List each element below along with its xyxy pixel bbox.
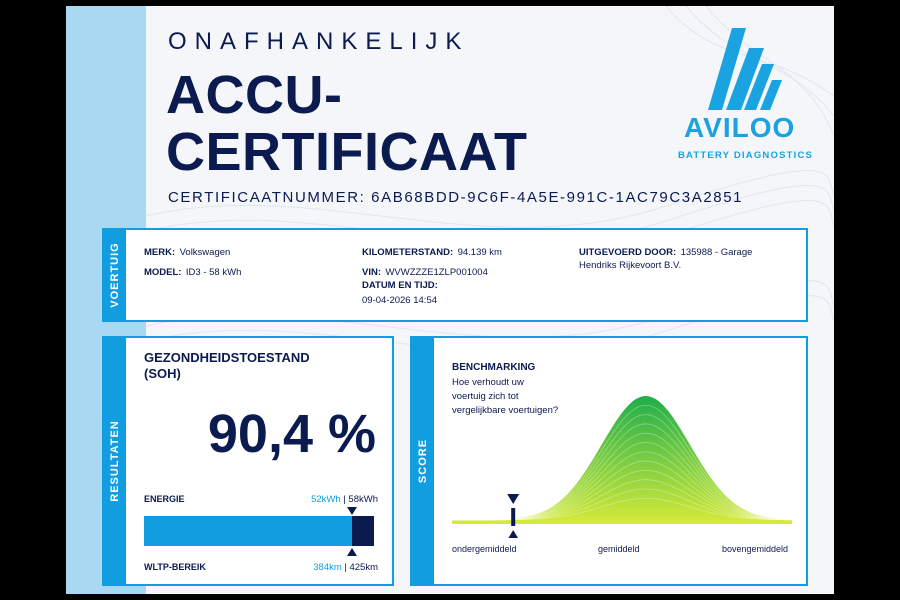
brand-label: MERK: (144, 247, 176, 258)
distribution-area (452, 396, 792, 524)
benchmark-heading: BENCHMARKING (452, 362, 536, 373)
logo-tagline: BATTERY DIAGNOSTICS (678, 150, 814, 161)
odometer-row (362, 242, 502, 260)
benchmark-question: Hoe verhoudt uw voertuig zich tot vergelijkbare voertuigen? (452, 377, 559, 416)
logo-name: AVILOO (684, 112, 796, 143)
score-panel (410, 336, 808, 586)
datetime-label: DATUM EN TIJD: (362, 280, 438, 291)
model-label: MODEL: (144, 267, 182, 278)
score-marker-top-icon (507, 494, 519, 504)
energy-nominal: 58kWh (348, 494, 378, 505)
brand-row (144, 242, 230, 260)
model-value: ID3 - 58 kWh (185, 267, 242, 278)
energy-values: 52kWh | 58kWh (311, 494, 378, 505)
axis-mid-label: gemiddeld (598, 544, 640, 554)
certificate-number: CERTIFICAATNUMMER: 6AB68BDD-9C6F-4A5E-991C-1AC79C3A2851 (168, 189, 744, 206)
certificate-card (66, 6, 834, 594)
axis-high-label: bovengemiddeld (721, 544, 788, 554)
vin-label: VIN: (362, 267, 381, 278)
axis-low-label: ondergemiddeld (452, 544, 517, 554)
soh-marker-top-icon (347, 507, 357, 515)
benchmark-distribution-chart (452, 388, 792, 538)
vehicle-panel (102, 228, 808, 322)
brand-value: Volkswagen (179, 247, 231, 258)
performed-value-1: 135988 - Garage (680, 247, 753, 258)
title-line-2: CERTIFICAAT (166, 122, 528, 182)
results-side-label: RESULTATEN (104, 338, 126, 584)
vin-value: WVWZZZE1ZLP001004 (385, 267, 488, 278)
range-values: 384km | 425km (313, 562, 378, 573)
vehicle-side-label: VOERTUIG (104, 230, 126, 320)
performed-row (579, 242, 752, 260)
energy-current: 52kWh (311, 494, 341, 505)
aviloo-logo-icon (686, 28, 786, 110)
soh-bar-track (144, 516, 374, 546)
score-side-label: SCORE (412, 338, 434, 584)
model-row (144, 262, 241, 280)
pretitle: ONAFHANKELIJK (168, 28, 470, 55)
soh-heading: GEZONDHEIDSTOESTAND (SOH) (144, 350, 310, 381)
performed-label: UITGEVOERD DOOR: (579, 247, 677, 258)
odometer-label: KILOMETERSTAND: (362, 247, 454, 258)
vin-row (362, 262, 488, 280)
soh-bar-fill (144, 516, 352, 546)
range-label: WLTP-BEREIK (144, 562, 206, 572)
range-nominal: 425km (349, 562, 378, 573)
soh-marker-bottom-icon (347, 548, 357, 556)
range-current: 384km (313, 562, 342, 573)
performed-value-2: Hendriks Rijkevoort B.V. (579, 260, 682, 271)
score-marker-bottom-icon (507, 530, 519, 538)
results-panel (102, 336, 394, 586)
datetime-value: 09-04-2026 14:54 (362, 295, 438, 306)
score-marker (511, 508, 515, 526)
odometer-value: 94.139 km (457, 247, 502, 258)
soh-value: 90,4 % (207, 404, 376, 464)
title-line-1: ACCU- (166, 65, 343, 125)
energy-label: ENERGIE (144, 494, 185, 504)
